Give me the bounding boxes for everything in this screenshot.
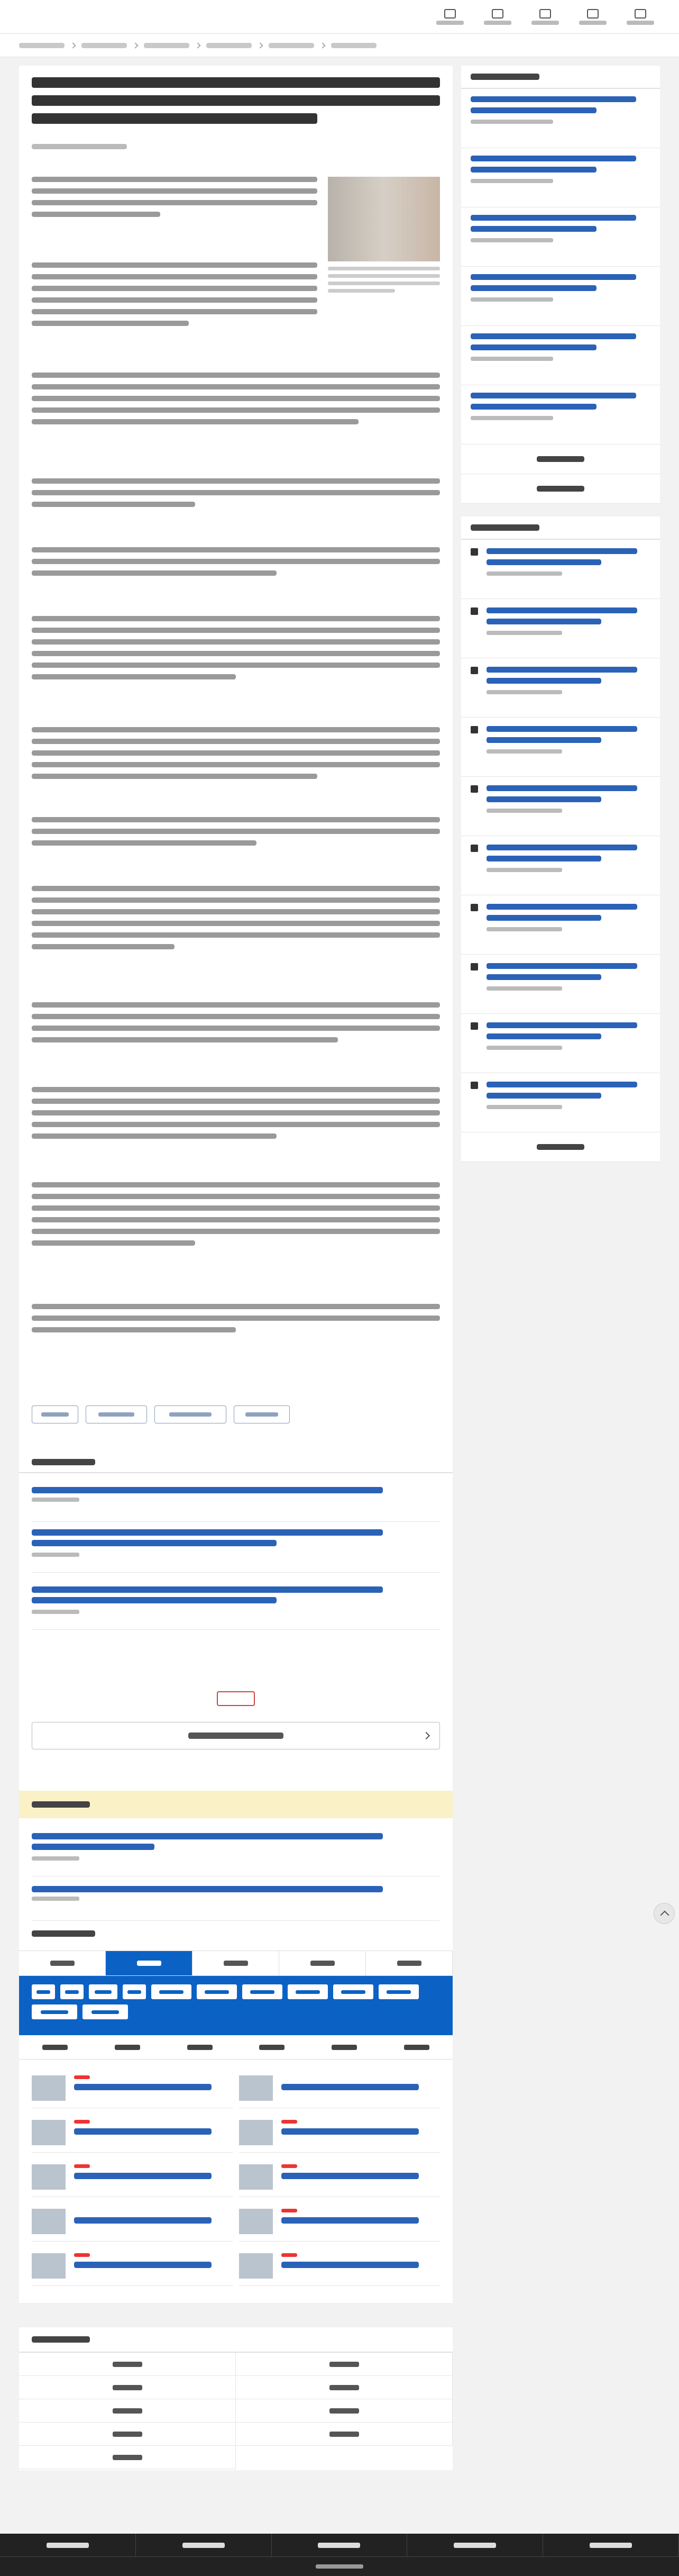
ranking-item[interactable] (461, 955, 660, 1014)
article-paragraph (32, 616, 440, 686)
genre-link[interactable] (19, 2423, 236, 2446)
ranking-label (484, 21, 511, 25)
article-column (19, 66, 453, 2303)
footer-link[interactable] (272, 2534, 408, 2556)
article-title (32, 77, 440, 131)
topic-chip[interactable] (379, 1984, 419, 1999)
publisher-logo[interactable] (217, 1691, 255, 1706)
news-item[interactable] (32, 2157, 233, 2197)
subtab[interactable] (91, 2035, 164, 2059)
topic-chip[interactable] (197, 1984, 237, 1999)
video-label (436, 21, 464, 25)
site-header (0, 0, 679, 34)
article-paragraph (32, 1002, 440, 1049)
tokyo-news-item[interactable] (461, 267, 660, 326)
site-footer (0, 2534, 679, 2576)
genre-link[interactable] (236, 2399, 453, 2423)
footer-link[interactable] (136, 2534, 272, 2556)
article-paragraph (32, 886, 440, 956)
topic-chip[interactable] (60, 1984, 84, 1999)
subtab[interactable] (19, 2035, 91, 2059)
genre-link[interactable] (19, 2399, 236, 2423)
search-button[interactable] (621, 4, 660, 30)
tag-button[interactable] (32, 1405, 78, 1423)
article-tags (32, 1405, 290, 1423)
photo-caption (328, 267, 440, 296)
footer-link[interactable] (543, 2534, 679, 2556)
ranking-item[interactable] (461, 718, 660, 777)
tab-category[interactable] (19, 1951, 106, 1976)
article-paragraph (32, 1182, 440, 1252)
chevron-right-icon (257, 42, 263, 48)
subtab[interactable] (163, 2035, 236, 2059)
topic-chip[interactable] (151, 1984, 191, 1999)
ranking-item[interactable] (461, 658, 660, 718)
genre-link[interactable] (236, 2353, 453, 2376)
site-logo[interactable] (19, 10, 24, 24)
breadcrumb-current (331, 43, 377, 48)
related-article[interactable] (32, 1522, 440, 1573)
article-paragraph (32, 547, 440, 582)
today-button[interactable] (526, 4, 565, 30)
topic-chip[interactable] (32, 1984, 55, 1999)
article-paragraph (32, 817, 440, 852)
genre-link[interactable] (236, 2423, 453, 2446)
footer-link[interactable] (407, 2534, 543, 2556)
article-paragraph (32, 177, 317, 223)
genre-list (19, 2327, 453, 2470)
ranking-item[interactable] (461, 1073, 660, 1132)
subtab[interactable] (380, 2035, 453, 2059)
other-regions-button[interactable] (461, 474, 660, 504)
tab-category[interactable] (366, 1951, 453, 1976)
genre-label (579, 21, 607, 25)
category-tabs (19, 1951, 453, 1976)
tokyo-news-heading (461, 66, 660, 89)
breadcrumb-item[interactable] (19, 43, 65, 48)
ranking-item[interactable] (461, 836, 660, 895)
related-article[interactable] (32, 1480, 440, 1522)
tag-button[interactable] (234, 1405, 290, 1423)
news-item[interactable] (239, 2068, 440, 2108)
also-read-heading (19, 1791, 453, 1818)
topic-chip[interactable] (242, 1984, 282, 1999)
header-icon-nav (430, 4, 660, 30)
chevron-right-icon (132, 42, 138, 48)
today-icon (539, 9, 551, 19)
copyright (0, 2557, 679, 2576)
tab-category-active[interactable] (106, 1951, 192, 1976)
ranking-item[interactable] (461, 777, 660, 836)
related-article[interactable] (32, 1579, 440, 1630)
tab-category[interactable] (279, 1951, 366, 1976)
ranking-button[interactable] (478, 4, 517, 30)
article-photo[interactable] (328, 177, 440, 261)
tokyo-news-item[interactable] (461, 89, 660, 148)
ranking-icon (492, 9, 503, 19)
tokyo-news-item[interactable] (461, 207, 660, 267)
breadcrumb-item[interactable] (144, 43, 189, 48)
article-paragraph (32, 478, 440, 513)
tokyo-news-item[interactable] (461, 326, 660, 385)
news-item[interactable] (32, 2246, 233, 2286)
today-label (531, 21, 559, 25)
footer-link[interactable] (0, 2534, 136, 2556)
topic-chips (19, 1976, 453, 2035)
genre-link[interactable] (19, 2376, 236, 2399)
tokyo-news-box (461, 66, 660, 504)
article-paragraph (32, 373, 440, 431)
topic-chip[interactable] (288, 1984, 328, 1999)
chevron-right-icon (319, 42, 325, 48)
ranking-item[interactable] (461, 895, 660, 955)
news-item[interactable] (239, 2157, 440, 2197)
video-button[interactable] (430, 4, 470, 30)
genre-link[interactable] (236, 2376, 453, 2399)
tag-button[interactable] (86, 1405, 147, 1423)
article-meta (32, 144, 127, 149)
breadcrumb-item[interactable] (81, 43, 127, 48)
chevron-right-icon (423, 1732, 430, 1739)
news-item[interactable] (239, 2201, 440, 2242)
search-label (627, 21, 654, 25)
publisher-more-button[interactable] (32, 1722, 440, 1749)
subtab[interactable] (308, 2035, 381, 2059)
related-articles-heading (19, 1452, 453, 1473)
tokyo-news-item[interactable] (461, 385, 660, 445)
ranking-item[interactable] (461, 540, 660, 599)
social-ranking-heading (461, 516, 660, 540)
genre-link[interactable] (19, 2446, 236, 2469)
topic-chip[interactable] (82, 2004, 128, 2019)
tokyo-news-item[interactable] (461, 148, 660, 207)
ranking-item[interactable] (461, 599, 660, 658)
topic-chip[interactable] (333, 1984, 373, 1999)
breadcrumb (0, 34, 679, 57)
social-ranking-box (461, 516, 660, 1162)
ranking-more-button[interactable] (461, 1132, 660, 1162)
genre-icon (587, 9, 599, 19)
genre-list-heading (19, 2327, 453, 2353)
article-paragraph (32, 262, 317, 332)
topic-chip[interactable] (89, 1984, 117, 1999)
topic-chip[interactable] (123, 1984, 146, 1999)
news-item[interactable] (239, 2246, 440, 2286)
chevron-right-icon (195, 42, 200, 48)
topic-chip[interactable] (32, 2004, 77, 2019)
news-item[interactable] (32, 2112, 233, 2153)
news-item[interactable] (32, 2068, 233, 2108)
tokyo-news-more-button[interactable] (461, 445, 660, 474)
also-read-article[interactable] (32, 1879, 440, 1921)
news-item[interactable] (32, 2201, 233, 2242)
also-read-article[interactable] (32, 1826, 440, 1876)
article-paragraph (32, 1304, 440, 1339)
genre-link[interactable] (19, 2353, 236, 2376)
subtab[interactable] (236, 2035, 308, 2059)
tag-button[interactable] (154, 1405, 226, 1423)
article-paragraph (32, 727, 440, 785)
video-icon (444, 9, 456, 19)
major-news-heading (19, 1923, 453, 1944)
search-icon (635, 9, 646, 19)
tab-category[interactable] (192, 1951, 279, 1976)
genre-button[interactable] (573, 4, 612, 30)
scroll-to-top-button[interactable] (654, 1903, 675, 1924)
chevron-right-icon (70, 42, 76, 48)
breadcrumb-item[interactable] (269, 43, 314, 48)
breadcrumb-item[interactable] (206, 43, 252, 48)
news-item[interactable] (239, 2112, 440, 2153)
sidebar (461, 66, 660, 1685)
article-paragraph (32, 1087, 440, 1145)
subcategory-tabs (19, 2035, 453, 2060)
ranking-item[interactable] (461, 1014, 660, 1073)
